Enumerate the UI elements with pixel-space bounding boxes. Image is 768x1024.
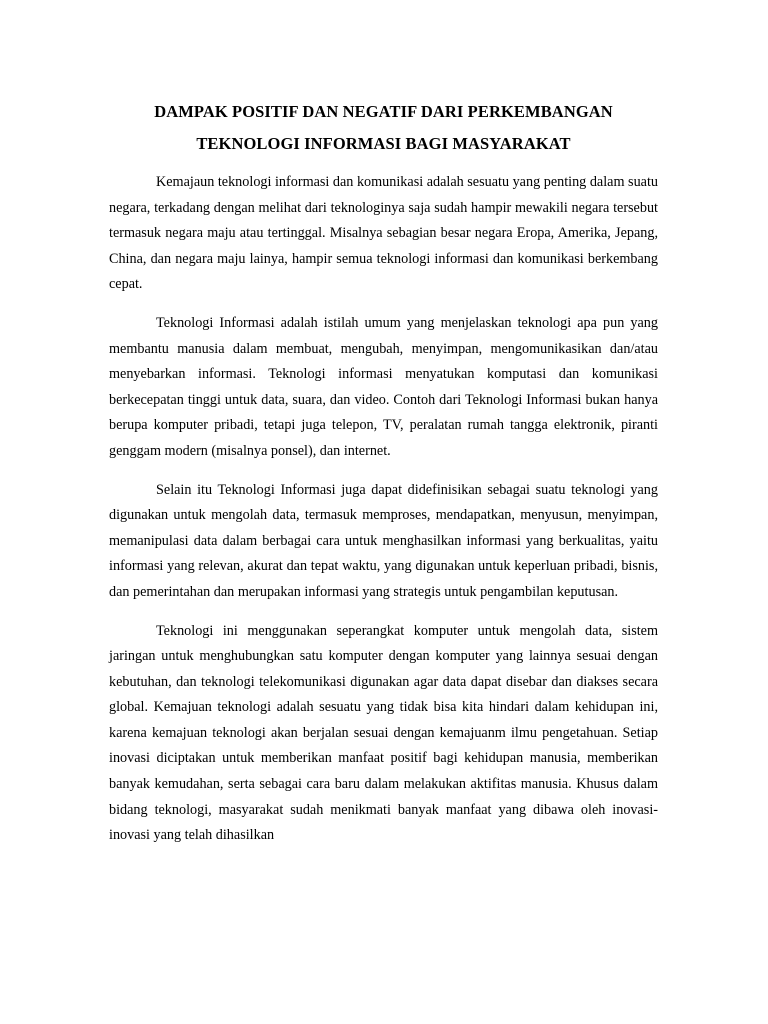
paragraph-1: Kemajaun teknologi informasi dan komunikasi adalah sesuatu yang penting dalam suatu negara, terkadang dengan melihat dari teknologinya saja sudah hampir mewakili negara tersebut termasuk negara maju atau tertinggal. Misalnya sebagian besar negara Eropa, Amerika, Jepang, China, dan negara maju lainya, hampir semua teknologi informasi dan komunikasi berkembang cepat. bbox=[109, 174, 658, 293]
title-line-1: DAMPAK POSITIF DAN NEGATIF DARI PERKEMBANGAN bbox=[154, 102, 613, 121]
paragraph-3: Selain itu Teknologi Informasi juga dapat didefinisikan sebagai suatu teknologi yang digunakan untuk mengolah data, termasuk memproses, mendapatkan, menyusun, menyimpan, memanipulasi data dalam berbagai cara untuk menghasilkan informasi yang berkualitas, yaitu informasi yang relevan, akurat dan tepat waktu, yang digunakan untuk keperluan pribadi, bisnis, dan pemerintahan dan merupakan informasi yang strategis untuk pengambilan keputusan. bbox=[109, 481, 658, 600]
document-title bbox=[109, 96, 658, 160]
paragraph-4: Teknologi ini menggunakan seperangkat komputer untuk mengolah data, sistem jaringan untuk menghubungkan satu komputer dengan komputer yang lainnya sesuai dengan kebutuhan, dan teknologi telekomunikasi digunakan agar data dapat disebar dan diakses secara global. Kemajuan teknologi adalah sesuatu yang tidak bisa kita hindari dalam kehidupan ini, karena kemajuan teknologi akan berjalan sesuai dengan kemajuanm ilmu pengetahuan. Setiap inovasi diciptakan untuk memberikan manfaat positif bagi kehidupan manusia, memberikan banyak kemudahan, serta sebagai cara baru dalam melakukan aktifitas manusia. Khusus dalam bidang teknologi, masyarakat sudah menikmati banyak manfaat yang dibawa oleh inovasi-inovasi yang telah dihasilkan bbox=[109, 622, 658, 844]
title-line-2: TEKNOLOGI INFORMASI BAGI MASYARAKAT bbox=[196, 134, 571, 153]
document-page bbox=[109, 96, 658, 862]
paragraph-2: Teknologi Informasi adalah istilah umum yang menjelaskan teknologi apa pun yang membantu manusia dalam membuat, mengubah, menyimpan, mengomunikasikan dan/atau menyebarkan informasi. Teknologi informasi menyatukan komputasi dan komunikasi berkecepatan tinggi untuk data, suara, dan video. Contoh dari Teknologi Informasi bukan hanya berupa komputer pribadi, tetapi juga telepon, TV, peralatan rumah tangga elektronik, piranti genggam modern (misalnya ponsel), dan internet. bbox=[109, 314, 658, 459]
